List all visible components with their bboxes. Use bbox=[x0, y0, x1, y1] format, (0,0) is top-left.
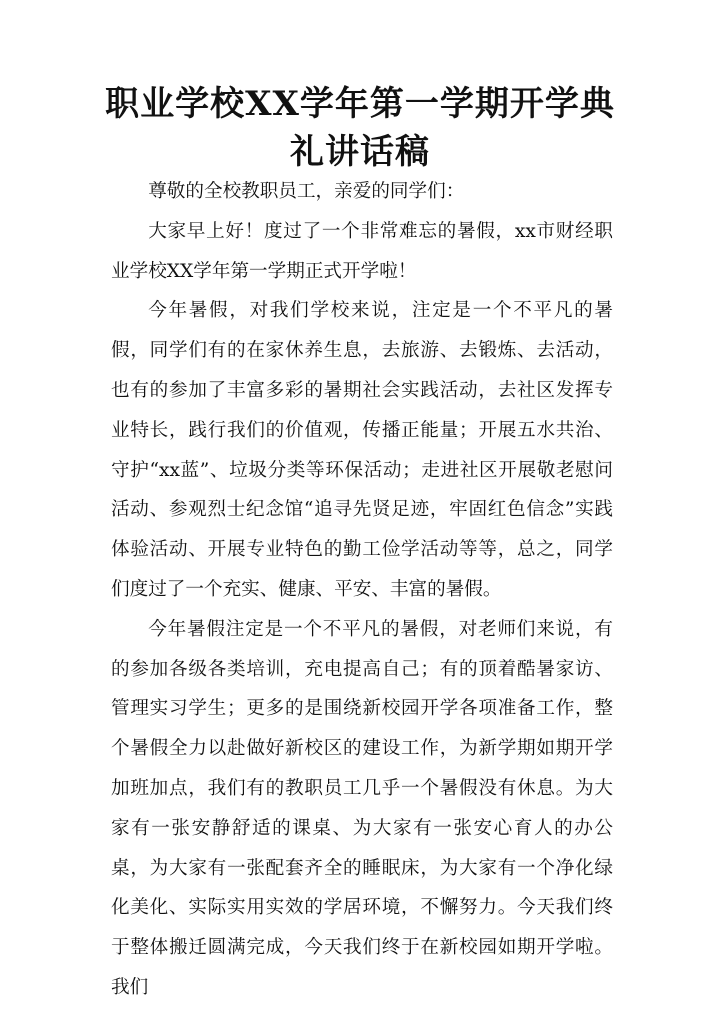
paragraph-teachers-summer: 今年暑假注定是一个不平凡的暑假，对老师们来说，有的参加各级各类培训，充电提高自己；有的顶着酷暑家访、管理实习学生；更多的是围绕新校园开学各项准备工作，整个暑假全力以赴做好新校区的建设工作，为新学期如期开学加班加点，我们有的教职员工几乎一个暑假没有休息。为大家有一张安静舒适的课桌、为大家有一张安心育人的办公桌，为大家有一张配套齐全的睡眠床，为大家有一个净化绿化美化、实际实用实效的学居环境，不懈努力。今天我们终于整体搬迁圆满完成，今天我们终于在新校园如期开学啦。我们 bbox=[111, 618, 613, 998]
document-title: 职业学校XX学年第一学期开学典礼讲话稿 bbox=[105, 84, 615, 172]
paragraph-salutation: 尊敬的全校教职员工，亲爱的同学们： bbox=[148, 181, 465, 202]
document-body bbox=[111, 172, 613, 1008]
paragraph-students-summer: 今年暑假，对我们学校来说，注定是一个不平凡的暑假，同学们有的在家休养生息，去旅游、去锻炼、去活动，也有的参加了丰富多彩的暑期社会实践活动，去社区发挥专业特长，践行我们的价值观，传播正能量；开展五水共治、守护“xx蓝”、垃圾分类等环保活动；走进社区开展敬老慰问活动、参观烈士纪念馆“追寻先贤足迹，牢固红色信念”实践体验活动、开展专业特色的勤工俭学活动等等，总之，同学们度过了一个充实、健康、平安、丰富的暑假。 bbox=[111, 300, 613, 600]
paragraph-greeting: 大家早上好！度过了一个非常难忘的暑假，xx市财经职业学校XX学年第一学期正式开学啦！ bbox=[111, 220, 613, 282]
